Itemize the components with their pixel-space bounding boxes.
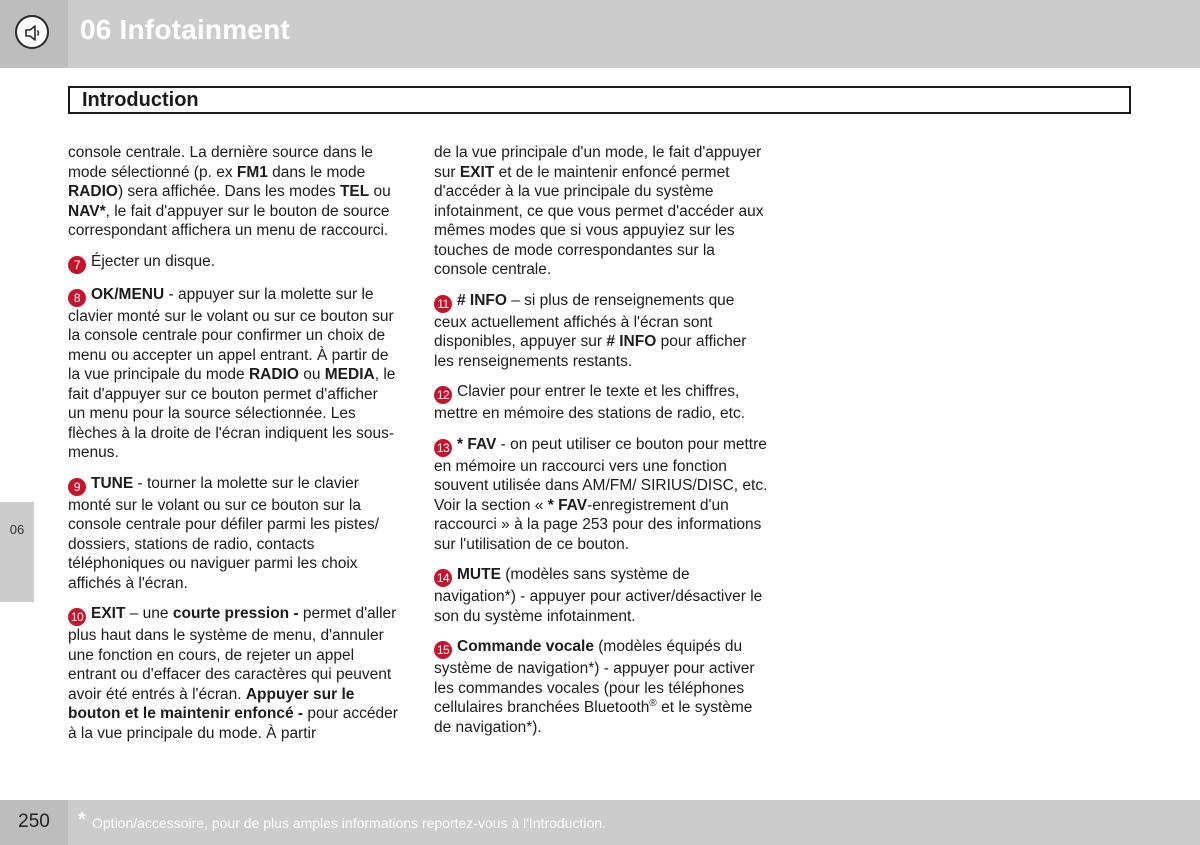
item-12: 12 Clavier pour entrer le texte et les chiffres, mettre en mémoire des stations de radio, etc. [434, 383, 746, 422]
item-9: 9 TUNE - tourner la molette sur le clavier monté sur le volant ou sur ce bouton sur la console centrale pour défiler parmi les pistes/ dossiers, stations de radio, contacts téléphoniques ou naviguer parmi les choix affichés à l'écran. [68, 474, 380, 592]
paragraph-intro-left: console centrale. La dernière source dans le mode sélectionné (p. ex FM1 dans le mode RADIO) sera affichée. Dans les modes TEL ou NAV*, le fait d'appuyer sur le bouton de source correspondant affichera un menu de raccourci. [68, 144, 391, 239]
number-badge: 15 [434, 641, 452, 659]
number-badge: 11 [434, 295, 452, 313]
section-header [68, 86, 1131, 114]
chapter-side-tab [0, 502, 34, 602]
footnote-text: Option/accessoire, pour de plus amples informations reportez-vous à l'Introduction. [92, 815, 606, 831]
chapter-title: 06 Infotainment [80, 14, 290, 45]
item-7: 7 Éjecter un disque. [68, 252, 398, 274]
number-badge: 14 [434, 569, 452, 587]
left-column [68, 143, 398, 754]
number-badge: 12 [434, 386, 452, 404]
page-number: 250 [18, 811, 50, 832]
number-badge: 7 [68, 256, 86, 274]
footnote-star: * [78, 809, 86, 831]
item-15: 15 Commande vocale (modèles équipés du système de navigation*) - appuyer pour activer les commandes vocales (pour les téléphones cellulaires branchées Bluetooth® et le système de navigation*). [434, 638, 755, 736]
item-10: 10 EXIT – une courte pression - permet d'aller plus haut dans le système de menu, d'annuler une fonction en cours, de rejeter un appel entrant ou d'effacer des caractères qui peuvent avoir été entrés à l'écran. Appuyer sur le bouton et le maintenir enfoncé - pour accéder à la vue principale du mode. À partir [68, 605, 398, 742]
chapter-icon-box [0, 0, 68, 68]
section-title: Introduction [82, 89, 199, 111]
number-badge: 9 [68, 478, 86, 496]
paragraph-intro-right: de la vue principale d'un mode, le fait d'appuyer sur EXIT et de le maintenir enfoncé permet d'accéder à la vue principale du système infotainment, ce que vous permet d'accéder aux mêmes modes que si vous appuyiez sur les touches de mode correspondantes sur la console centrale. [434, 144, 764, 278]
side-tab-label: 06 [9, 522, 25, 537]
item-13: 13 * FAV - on peut utiliser ce bouton pour mettre en mémoire un raccourci vers une fonction souvent utilisée dans AM/FM/ SIRIUS/DISC, etc. Voir la section « * FAV-enregistrement d'un raccourci » à la page 253 pour des informations sur l'utilisation de ce bouton. [434, 435, 768, 553]
item-8: 8 OK/MENU - appuyer sur la molette sur le clavier monté sur le volant ou sur ce bouton sur la console centrale pour confirmer un choix de menu ou accepter un appel entrant. À partir de la vue principale du mode RADIO ou MEDIA, le fait d'appuyer sur ce bouton permet d'afficher un menu pour la source sélectionnée. Les flèches à la droite de l'écran indiquent les sous-menus. [68, 285, 396, 461]
speaker-icon [15, 15, 49, 49]
right-column [434, 143, 769, 748]
number-badge: 8 [68, 289, 86, 307]
footer-bar [68, 800, 1200, 845]
item-14: 14 MUTE (modèles sans système de navigation*) - appuyer pour activer/désactiver le son du système infotainment. [434, 566, 763, 625]
page-number-box [0, 800, 68, 845]
number-badge: 10 [68, 608, 86, 626]
item-11: 11 # INFO – si plus de renseignements que ceux actuellement affichés à l'écran sont disponibles, appuyer sur # INFO pour afficher les renseignements restants. [434, 291, 747, 370]
number-badge: 13 [434, 439, 452, 457]
